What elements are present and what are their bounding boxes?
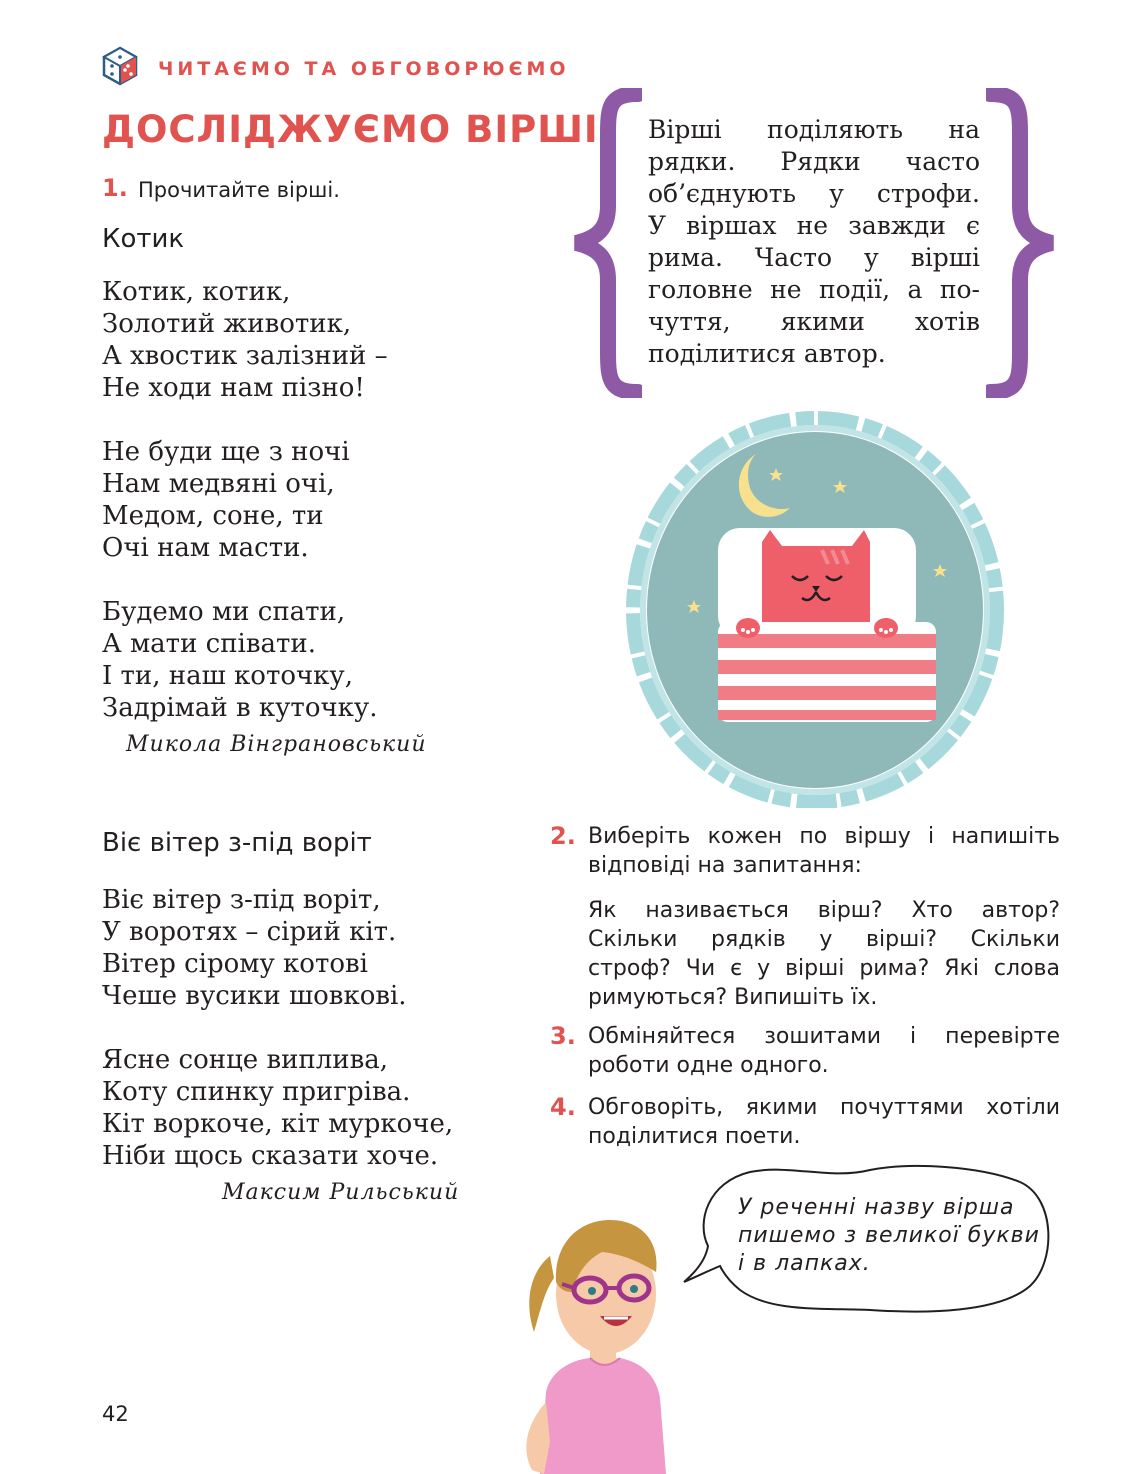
rule-line: поділитися автор. [648, 339, 886, 368]
poem-line: Задрімай в куточку. [102, 693, 378, 723]
task-text: Прочитайте вірші. [138, 178, 340, 202]
poem-line: Чеше вусики шовкові. [102, 981, 407, 1011]
poem-line: Вітер сірому котові [102, 949, 368, 979]
question-line: Як називається вірш? Хто автор? [588, 898, 1060, 923]
poem-line: Котик, котик, [102, 277, 291, 307]
poem-line: Нам медвяні очі, [102, 469, 335, 499]
task-text: Виберіть кожен по віршу і напишіть відповіді на запитання: [588, 824, 1060, 878]
bubble-line: пишемо з великої букви [738, 1223, 1040, 1248]
poem-line: Не буди ще з ночі [102, 437, 350, 467]
question-line: римуються? Випишіть їх. [588, 985, 878, 1010]
page-number: 42 [102, 1402, 129, 1426]
task-2 [550, 822, 1060, 880]
task-text: Обговоріть, якими почуттями хотіли поділитися поети. [588, 1095, 1060, 1149]
sleeping-cat-in-bed-icon [624, 408, 1006, 808]
poem-author: Микола Вінграновський [126, 732, 427, 757]
task-number: 3. [550, 1022, 576, 1050]
task-3 [550, 1022, 1060, 1080]
question-line: Скільки рядків у вірші? Скільки [588, 927, 1060, 952]
page-title: ДОСЛІДЖУЄМО ВІРШІ [102, 108, 599, 151]
section-label: ЧИТАЄМО ТА ОБГОВОРЮЄМО [158, 58, 570, 80]
stanza [102, 884, 453, 1012]
stanza [102, 436, 388, 564]
girl-with-glasses-icon [510, 1212, 690, 1474]
poem-kotyk [102, 276, 388, 724]
rule-line: Вірші поділяють на [648, 115, 980, 144]
question-line: строф? Чи є у вірші рима? Які слова [588, 956, 1060, 981]
poem-line: Кіт воркоче, кіт муркоче, [102, 1109, 454, 1139]
task-number: 4. [550, 1093, 576, 1121]
poem-line: Золотий животик, [102, 309, 352, 339]
poem-line: І ти, наш коточку, [102, 661, 353, 691]
rule-line: головне не події, а по- [648, 275, 980, 304]
stanza [102, 596, 388, 724]
poem-viie-viter [102, 884, 453, 1172]
rule-line: рядки. Рядки часто [648, 147, 980, 176]
poem-author: Максим Рильський [222, 1180, 460, 1205]
poem-line: Ясне сонце виплива, [102, 1045, 388, 1075]
left-brace-icon [566, 88, 642, 398]
rule-line: рима. Часто у вірші [648, 243, 980, 272]
right-brace-icon [986, 88, 1062, 398]
poem-line: Будемо ми спати, [102, 597, 346, 627]
poem-line: У воротях – сірий кіт. [102, 917, 397, 947]
poem-line: Не ходи нам пізно! [102, 373, 365, 403]
poem-title: Котик [102, 224, 185, 254]
task-text: Обміняйтеся зошитами і перевірте роботи одне одного. [588, 1024, 1060, 1078]
poem-line: Очі нам масти. [102, 533, 309, 563]
rule-box [648, 114, 980, 370]
rule-line: чуття, якими хотів [648, 307, 980, 336]
stanza [102, 276, 388, 404]
rule-line: об’єднують у строфи. [648, 179, 980, 208]
speech-bubble-text [738, 1194, 1038, 1278]
task-2-questions [588, 896, 1060, 1012]
poem-line: Коту спинку пригріва. [102, 1077, 411, 1107]
stanza [102, 1044, 453, 1172]
cube-dice-icon [102, 46, 138, 86]
rule-line: У віршах не завжди є [648, 211, 980, 240]
poem-title: Віє вітер з-під воріт [102, 828, 372, 858]
poem-line: Ніби щось сказати хоче. [102, 1141, 439, 1171]
poem-line: Медом, соне, ти [102, 501, 324, 531]
task-number: 1. [102, 174, 128, 202]
poem-line: А хвостик залізний – [102, 341, 388, 371]
task-number: 2. [550, 822, 576, 850]
poem-line: А мати співати. [102, 629, 316, 659]
poem-line: Віє вітер з-під воріт, [102, 885, 381, 915]
task-4 [550, 1093, 1060, 1151]
bubble-line: і в лапках. [738, 1251, 871, 1276]
bubble-line: У реченні назву вірша [738, 1195, 1015, 1220]
